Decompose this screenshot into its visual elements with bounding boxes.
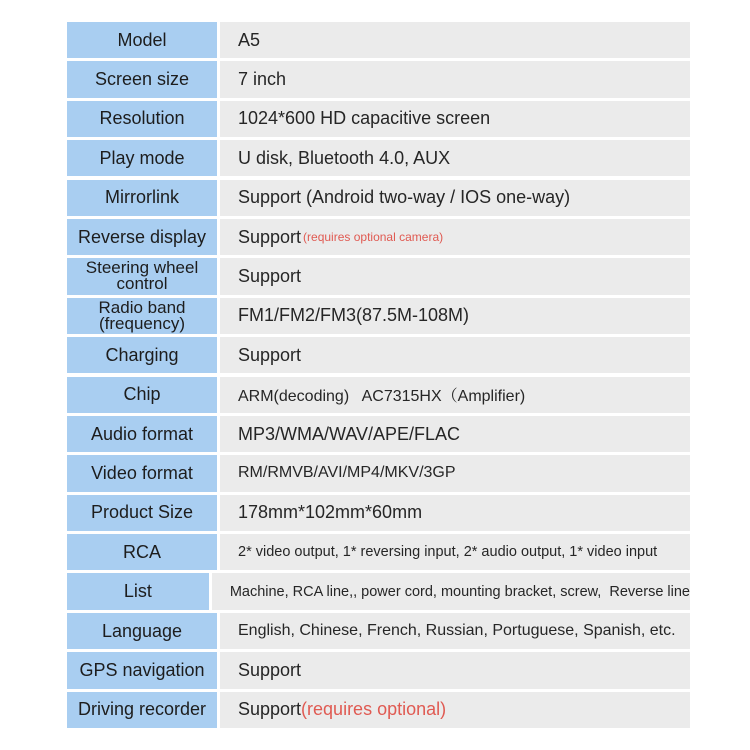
spec-row-gps-navigation: [67, 652, 690, 688]
spec-table: [67, 22, 690, 731]
spec-label: Chip: [67, 377, 217, 413]
spec-note: (requires optional): [301, 699, 447, 720]
spec-value: 1024*600 HD capacitive screen: [220, 101, 690, 137]
spec-label: Model: [67, 22, 217, 58]
spec-value: Machine, RCA line,, power cord, mounting bracket, screw, Reverse line: [212, 573, 690, 609]
spec-note: (requires optional camera): [303, 230, 444, 245]
spec-row-driving-recorder: [67, 692, 690, 728]
spec-value: Support (Android two-way / IOS one-way): [220, 180, 690, 216]
spec-row-model: [67, 22, 690, 58]
spec-value: RM/RMVB/AVI/MP4/MKV/3GP: [220, 455, 690, 491]
spec-value-text: Support: [238, 226, 302, 247]
spec-row-audio-format: [67, 416, 690, 452]
spec-label: Reverse display: [67, 219, 217, 255]
spec-label: Product Size: [67, 495, 217, 531]
spec-label: Language: [67, 613, 217, 649]
spec-label: Video format: [67, 455, 217, 491]
spec-label: Audio format: [67, 416, 217, 452]
spec-label: RCA: [67, 534, 217, 570]
spec-row-language: [67, 613, 690, 649]
spec-row-mirrorlink: [67, 180, 690, 216]
spec-row-charging: [67, 337, 690, 373]
spec-value: English, Chinese, French, Russian, Portuguese, Spanish, etc.: [220, 613, 690, 649]
spec-row-rca: [67, 534, 690, 570]
spec-label: Steering wheel control: [67, 258, 217, 294]
spec-value: ARM(decoding) AC7315HX（Amplifier): [220, 377, 690, 413]
spec-value: 178mm*102mm*60mm: [220, 495, 690, 531]
spec-row-resolution: [67, 101, 690, 137]
spec-label: Resolution: [67, 101, 217, 137]
spec-value: Support: [220, 652, 690, 688]
spec-label: Screen size: [67, 61, 217, 97]
spec-label: Charging: [67, 337, 217, 373]
spec-value: Support: [220, 258, 690, 294]
spec-value: FM1/FM2/FM3(87.5M-108M): [220, 298, 690, 334]
spec-row-list: [67, 573, 690, 609]
spec-label: GPS navigation: [67, 652, 217, 688]
spec-value: 2* video output, 1* reversing input, 2* audio output, 1* video input: [220, 534, 690, 570]
spec-row-screen-size: [67, 61, 690, 97]
spec-value-text: Support: [238, 699, 302, 720]
spec-value: [220, 219, 690, 255]
spec-value: Support: [220, 337, 690, 373]
spec-value: [220, 692, 690, 728]
spec-row-radio-band: [67, 298, 690, 334]
spec-value: A5: [220, 22, 690, 58]
spec-value: 7 inch: [220, 61, 690, 97]
spec-label: Driving recorder: [67, 692, 217, 728]
spec-label: Radio band (frequency): [67, 298, 217, 334]
spec-row-steering-wheel-control: [67, 258, 690, 294]
spec-row-reverse-display: [67, 219, 690, 255]
spec-row-product-size: [67, 495, 690, 531]
spec-value: MP3/WMA/WAV/APE/FLAC: [220, 416, 690, 452]
spec-label: Play mode: [67, 140, 217, 176]
spec-row-chip: [67, 377, 690, 413]
spec-row-play-mode: [67, 140, 690, 176]
spec-row-video-format: [67, 455, 690, 491]
spec-value: U disk, Bluetooth 4.0, AUX: [220, 140, 690, 176]
spec-label: List: [67, 573, 209, 609]
spec-label: Mirrorlink: [67, 180, 217, 216]
